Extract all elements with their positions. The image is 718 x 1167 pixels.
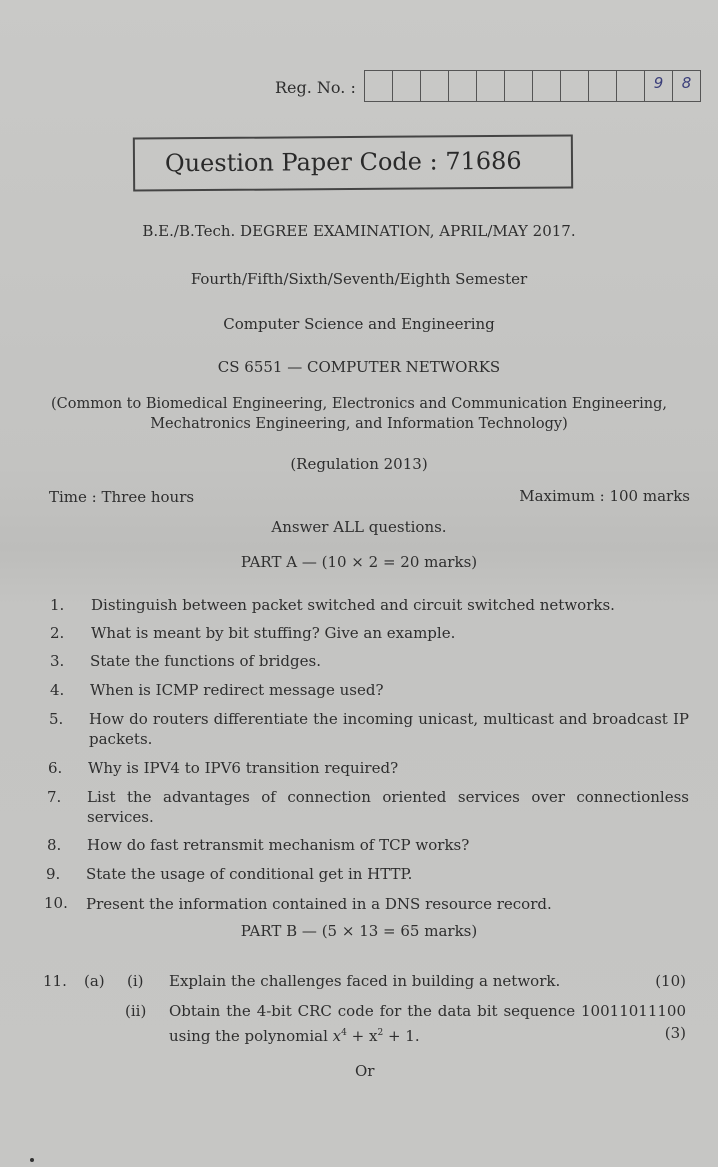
reg-no-box: 9 — [645, 71, 673, 101]
exam-title: B.E./B.Tech. DEGREE EXAMINATION, APRIL/MAY 2017. — [142, 222, 576, 240]
polynomial-prefix: using the polynomial — [169, 1027, 333, 1045]
reg-no-box — [449, 71, 477, 101]
question-number: 1. — [50, 596, 65, 614]
question-text: Why is IPV4 to IPV6 transition required? — [88, 759, 399, 777]
question-number: 9. — [46, 865, 61, 883]
question-number: 10. — [44, 894, 68, 912]
question-paper-code-box — [133, 134, 573, 191]
question-number: 7. — [47, 788, 62, 806]
part-a-title: PART A — (10 × 2 = 20 marks) — [240, 553, 478, 571]
question-text: What is meant by bit stuffing? Give an example. — [91, 624, 456, 642]
or-separator: Or — [355, 1062, 375, 1080]
instruction: Answer ALL questions. — [271, 518, 447, 536]
reg-no-box — [533, 71, 561, 101]
common-to-line1: (Common to Biomedical Engineering, Electronics and Communication Engineering, — [51, 396, 667, 412]
question-number: 2. — [50, 624, 65, 642]
part-ii-text: Obtain the 4-bit CRC code for the data bit sequence 10011011100 — [169, 1002, 686, 1020]
reg-no-box — [365, 71, 393, 101]
question-number: 4. — [50, 681, 65, 699]
question-text: How do fast retransmit mechanism of TCP works? — [87, 836, 470, 854]
polynomial-var: x — [332, 1027, 342, 1045]
part-i-label: (i) — [127, 972, 144, 990]
course-title: CS 6551 — COMPUTER NETWORKS — [217, 358, 501, 376]
semester: Fourth/Fifth/Sixth/Seventh/Eighth Semester — [190, 270, 528, 288]
reg-no-box: 8 — [681, 74, 692, 92]
department: Computer Science and Engineering — [223, 315, 495, 333]
polynomial-term: + 1. — [383, 1027, 420, 1045]
maximum-marks: Maximum : 100 marks — [519, 487, 690, 505]
regulation: (Regulation 2013) — [290, 455, 428, 473]
question-number: 3. — [50, 652, 65, 670]
question-text-continuation: packets. — [89, 730, 153, 748]
reg-no-box — [393, 71, 421, 101]
question-number: 5. — [49, 710, 64, 728]
question-number: 8. — [47, 836, 62, 854]
question-text: When is ICMP redirect message used? — [90, 681, 384, 699]
common-to-line2: Mechatronics Engineering, and Information Technology) — [150, 416, 568, 432]
reg-no-boxes — [364, 70, 701, 102]
question-text: State the usage of conditional get in HTTP. — [86, 865, 413, 883]
question-text: State the functions of bridges. — [90, 652, 321, 670]
question-text: Distinguish between packet switched and circuit switched networks. — [91, 596, 615, 614]
polynomial-exponent: 2 — [377, 1028, 384, 1038]
reg-no-box — [589, 71, 617, 101]
question-text: How do routers differentiate the incoming unicast, multicast and broadcast IP — [89, 710, 689, 728]
sub-question-label: (a) — [84, 972, 105, 990]
reg-no-box — [505, 71, 533, 101]
polynomial-exponent: 4 — [341, 1028, 347, 1038]
paper-speck — [30, 1158, 34, 1162]
polynomial-term: + x — [346, 1027, 378, 1045]
time-allowed: Time : Three hours — [49, 488, 195, 506]
question-text: List the advantages of connection oriented services over connectionless — [87, 788, 689, 806]
part-ii-text-continuation — [169, 1023, 420, 1046]
reg-no-label: Reg. No. : — [275, 78, 356, 97]
part-i-text: Explain the challenges faced in building a network. — [169, 972, 561, 990]
part-ii-marks: (3) — [664, 1024, 686, 1042]
question-text: Present the information contained in a DNS resource record. — [86, 895, 552, 913]
reg-no-box — [421, 71, 449, 101]
question-number: 11. — [43, 972, 67, 990]
part-i-marks: (10) — [655, 972, 686, 990]
question-text-continuation: services. — [87, 808, 154, 826]
reg-no-box — [561, 71, 589, 101]
reg-no-box — [477, 71, 505, 101]
part-ii-label: (ii) — [125, 1002, 147, 1020]
reg-no-box — [617, 71, 645, 101]
question-paper-code: Question Paper Code : 71686 — [164, 146, 522, 178]
part-b-title: PART B — (5 × 13 = 65 marks) — [240, 922, 478, 940]
question-number: 6. — [48, 759, 63, 777]
